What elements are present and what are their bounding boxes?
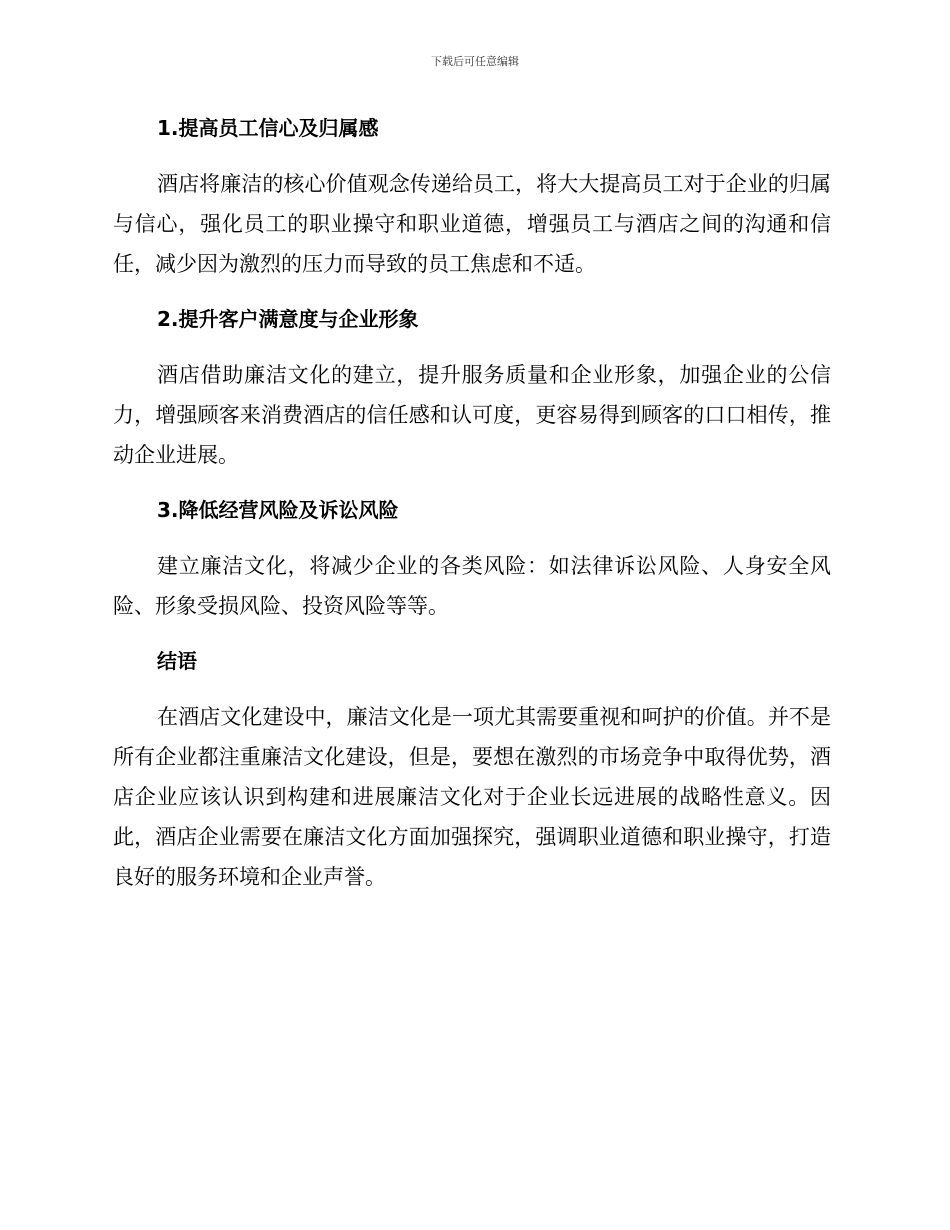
section-heading-1: 1.提高员工信心及归属感 bbox=[157, 116, 379, 140]
section-paragraph-1: 酒店将廉洁的核心价值观念传递给员工，将大大提高员工对于企业的归属与信心，强化员工的职业操守和职业道德，增强员工与酒店之间的沟通和信任，减少因为激烈的压力而导致的员工焦虑和不适。 bbox=[113, 172, 831, 276]
section-heading-2: 2.提升客户满意度与企业形象 bbox=[157, 307, 419, 331]
conclusion-paragraph: 在酒店文化建设中，廉洁文化是一项尤其需要重视和呵护的价值。并不是所有企业都注重廉洁文化建设，但是，要想在激烈的市场竞争中取得优势，酒店企业应该认识到构建和进展廉洁文化对于企业长远进展的战略性意义。因此，酒店企业需要在廉洁文化方面加强探究，强调职业道德和职业操守，打造良好的服务环境和企业声誉。 bbox=[113, 705, 831, 889]
section-heading-3: 3.降低经营风险及诉讼风险 bbox=[157, 498, 399, 522]
section-paragraph-3: 建立廉洁文化，将减少企业的各类风险：如法律诉讼风险、人身安全风险、形象受损风险、投资风险等等。 bbox=[113, 554, 831, 618]
conclusion-heading: 结语 bbox=[157, 649, 197, 673]
section-paragraph-2: 酒店借助廉洁文化的建立，提升服务质量和企业形象，加强企业的公信力，增强顾客来消费酒店的信任感和认可度，更容易得到顾客的口口相传，推动企业进展。 bbox=[113, 363, 831, 467]
document-body bbox=[113, 110, 831, 897]
header-note: 下载后可任意编辑 bbox=[431, 55, 519, 68]
